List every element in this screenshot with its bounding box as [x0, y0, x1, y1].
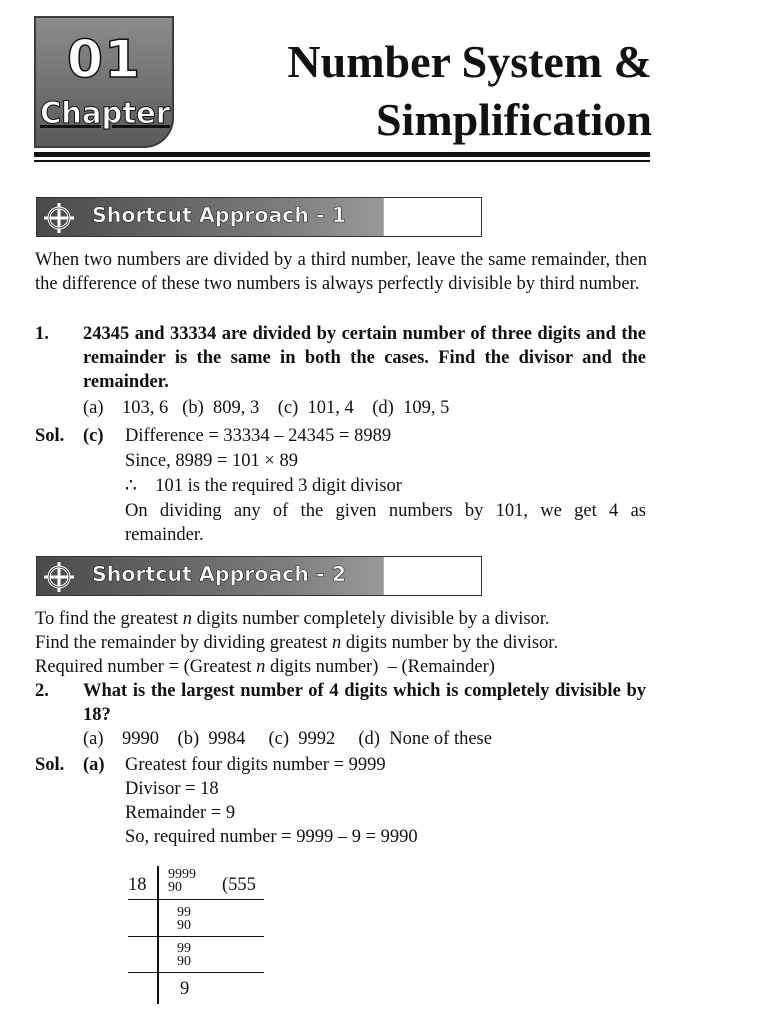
- division-rule: [128, 899, 264, 900]
- solution2-answer: (a): [83, 755, 105, 775]
- division-step: 99: [177, 941, 191, 956]
- chapter-badge: [34, 16, 174, 148]
- division-quotient: (555: [222, 875, 256, 895]
- crosshair-icon: [43, 561, 75, 593]
- crosshair-icon: [43, 202, 75, 234]
- solution1-line: remainder.: [125, 525, 204, 545]
- solution1-line: On dividing any of the given numbers by 101, we get 4 as: [125, 501, 646, 521]
- solution1-answer: (c): [83, 426, 104, 446]
- page-title-line1: Number System &: [287, 36, 652, 87]
- division-rule: [128, 972, 264, 973]
- solution1-line: Difference = 33334 – 24345 = 8989: [125, 426, 392, 446]
- question2-text: What is the largest number of 4 digits which is completely divisible by 18?: [83, 681, 646, 725]
- question1-text: 24345 and 33334 are divided by certain number of three digits and the remainder is the same in both the cases. Find the divisor and the remainder.: [83, 324, 646, 392]
- chapter-number: 01: [66, 30, 142, 90]
- question1-number: 1.: [35, 324, 49, 344]
- division-dividend: 9999: [168, 867, 196, 882]
- solution1-label: Sol.: [35, 426, 65, 446]
- question2-options: (a) 9990 (b) 9984 (c) 9992 (d) None of these: [83, 729, 492, 749]
- title-rule-thin: [34, 160, 650, 162]
- division-divisor: 18: [128, 875, 147, 895]
- shortcut-approach-1-title: Shortcut Approach - 1: [92, 203, 347, 227]
- division-rule: [128, 936, 264, 937]
- division-bar: [157, 866, 159, 1004]
- shortcut-approach-2-header: [36, 556, 482, 596]
- division-step: 90: [177, 918, 191, 933]
- section2-intro-line: To find the greatest n digits number completely divisible by a divisor.: [35, 609, 550, 629]
- section2-intro-line: Required number = (Greatest n digits number) – (Remainder): [35, 657, 495, 677]
- solution1-line: Since, 8989 = 101 × 89: [125, 451, 298, 471]
- page-title-line2: Simplification: [375, 94, 652, 145]
- shortcut-approach-1-header: [36, 197, 482, 237]
- division-step: 99: [177, 905, 191, 920]
- title-rule-thick: [34, 152, 650, 157]
- solution1-line: ∴ 101 is the required 3 digit divisor: [125, 476, 402, 496]
- solution2-line: Divisor = 18: [125, 779, 219, 799]
- shortcut-approach-2-title: Shortcut Approach - 2: [92, 562, 347, 586]
- solution2-line: So, required number = 9999 – 9 = 9990: [125, 827, 418, 847]
- solution2-line: Remainder = 9: [125, 803, 236, 823]
- section2-intro-line: Find the remainder by dividing greatest n digits number by the divisor.: [35, 633, 559, 653]
- solution2-label: Sol.: [35, 755, 65, 775]
- division-remainder: 9: [180, 979, 190, 999]
- solution2-line: Greatest four digits number = 9999: [125, 755, 386, 775]
- section1-intro: When two numbers are divided by a third number, leave the same remainder, then the difference of these two numbers is always perfectly divisible by third number.: [35, 250, 647, 294]
- question1-options: (a) 103, 6 (b) 809, 3 (c) 101, 4 (d) 109, 5: [83, 398, 450, 418]
- division-subtract: 90: [168, 880, 182, 895]
- question2-number: 2.: [35, 681, 49, 701]
- chapter-label: Chapter: [40, 96, 171, 130]
- division-step: 90: [177, 954, 191, 969]
